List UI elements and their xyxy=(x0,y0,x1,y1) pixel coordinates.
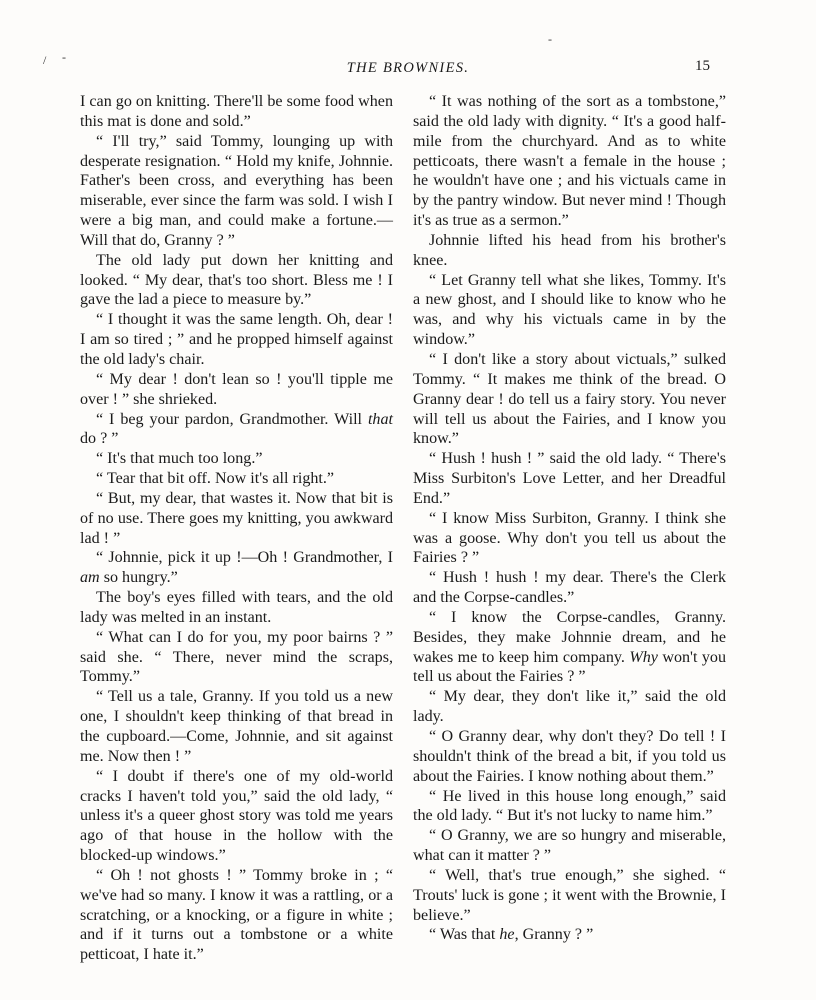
paragraph: “ Tell us a tale, Granny. If you told us a new one, I shouldn't keep thinking of that bread in the cupboard.—Come, Johnnie, and sit against me. Now then ! ” xyxy=(80,688,393,765)
paragraph: The old lady put down her knitting and looked. “ My dear, that's too short. Bless me ! I gave the lad a piece to measure by.” xyxy=(80,251,393,309)
paragraph: Johnnie lifted his head from his brother's knee. xyxy=(413,231,726,269)
paragraph: “ I thought it was the same length. Oh, dear ! I am so tired ; ” and he propped himself against the old lady's chair. xyxy=(80,311,393,368)
ink-dot: - xyxy=(548,32,552,46)
paragraph: “ It's that much too long.” xyxy=(96,450,263,468)
right-column xyxy=(413,92,726,945)
paragraph: “ My dear ! don't lean so ! you'll tipple me over ! ” she shrieked. xyxy=(80,370,393,408)
page-number: 15 xyxy=(695,58,710,74)
paragraph: “ It was nothing of the sort as a tombstone,” said the old lady with dignity. “ It's a good half-mile from the churchyard. And as to white petticoats, there wasn't a female in the house ; he wouldn't have one ; and his victuals came in by the pantry window. But never mind ! Though it's as true as a sermon.” xyxy=(413,93,726,230)
paragraph: “ O Granny, we are so hungry and miserable, what can it matter ? ” xyxy=(413,827,726,865)
ink-dot: - xyxy=(62,50,66,64)
paragraph: “ O Granny dear, why don't they? Do tell ! I shouldn't think of the bread a bit, if you told us about the Fairies. I know nothing about them.” xyxy=(413,728,726,785)
paragraph: “ I don't like a story about victuals,” sulked Tommy. “ It makes me think of the bread. O Granny dear ! do tell us a fairy story. You never will tell us about the Fairies, and I know you know.” xyxy=(413,350,726,448)
paragraph: “ I know Miss Surbiton, Granny. I think she was a goose. Why don't you tell us about the Fairies ? ” xyxy=(413,509,726,567)
paragraph: “ What can I do for you, my poor bairns ? ” said she. “ There, never mind the scraps, Tommy.” xyxy=(80,628,393,686)
paragraph: “ But, my dear, that wastes it. Now that bit is of no use. There goes my knitting, you awkward lad ! ” xyxy=(80,489,393,547)
paragraph: “ Johnnie, pick it up !—Oh ! Grandmother, I am so hungry.” xyxy=(80,549,393,587)
paragraph: “ Hush ! hush ! ” said the old lady. “ There's Miss Surbiton's Love Letter, and her Dreadful End.” xyxy=(413,450,726,507)
margin-mark: / xyxy=(43,53,47,67)
paragraph: “ Was that he, Granny ? ” xyxy=(429,926,594,944)
paragraph: “ My dear, they don't like it,” said the old lady. xyxy=(413,688,726,726)
paragraph: “ I'll try,” said Tommy, lounging up with desperate resignation. “ Hold my knife, Johnnie. Father's been cross, and everything has been miserable, ever since the farm was sold. I wish I were a big man, and could make a fortune.—Will that do, Granny ? ” xyxy=(80,132,393,249)
paragraph: “ I doubt if there's one of my old-world cracks I haven't told you,” said the old lady, “ unless it's a queer ghost story was told me years ago of that house in the hollow with the blocked-up windows.” xyxy=(80,767,393,865)
paragraph: “ Hush ! hush ! my dear. There's the Clerk and the Corpse-candles.” xyxy=(413,569,726,607)
paragraph: The boy's eyes filled with tears, and the old lady was melted in an instant. xyxy=(80,589,393,626)
left-column xyxy=(80,92,393,965)
paragraph: I can go on knitting. There'll be some food when this mat is done and sold.” xyxy=(80,93,393,130)
paragraph: “ Well, that's true enough,” she sighed. “ Trouts' luck is gone ; it went with the Brownie, I believe.” xyxy=(413,866,726,924)
page-header xyxy=(0,58,816,80)
paragraph: “ Tear that bit off. Now it's all right.” xyxy=(96,470,335,488)
paragraph: “ I know the Corpse-candles, Granny. Besides, they make Johnnie dream, and he wakes me to keep him company. Why won't you tell us about the Fairies ? ” xyxy=(413,608,726,686)
paragraph: “ Oh ! not ghosts ! ” Tommy broke in ; “ we've had so many. I know it was a rattling, or a scratching, or a knocking, or a figure in white ; and if it turns out a tombstone or a white petticoat, I hate it.” xyxy=(80,866,393,964)
paragraph: “ He lived in this house long enough,” said the old lady. “ But it's not lucky to name him.” xyxy=(413,787,726,825)
running-head: THE BROWNIES. xyxy=(346,60,470,76)
paragraph: “ Let Granny tell what she likes, Tommy. It's a new ghost, and I should like to know who he was, and why his victuals came in by the window.” xyxy=(413,271,726,349)
paragraph: “ I beg your pardon, Grandmother. Will that do ? ” xyxy=(80,410,393,448)
